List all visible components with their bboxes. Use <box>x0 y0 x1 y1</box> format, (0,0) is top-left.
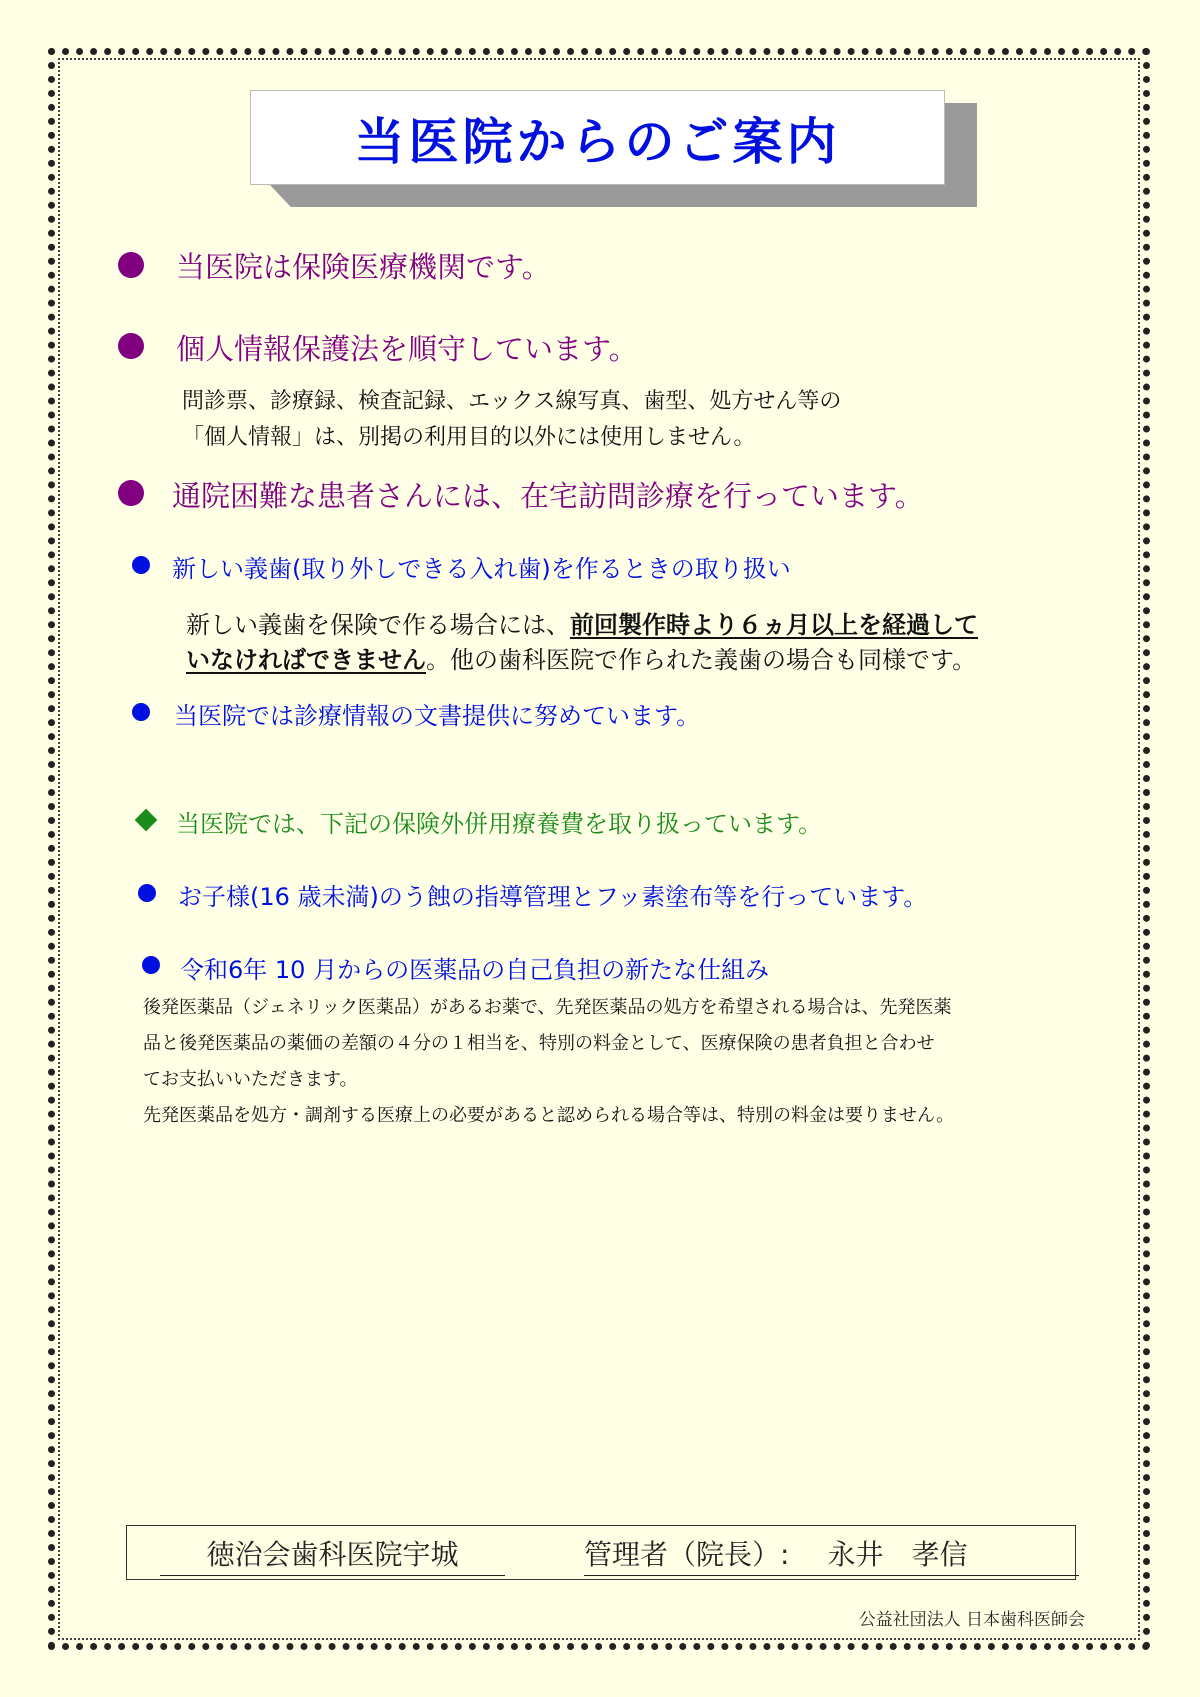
purple-bullet-icon <box>118 333 144 359</box>
clinic-name: 徳治会歯科医院宇城 <box>160 1533 505 1576</box>
title-shadow-bottom <box>270 185 962 207</box>
purple-bullet-icon <box>118 480 144 506</box>
generic-line-4: 先発医薬品を処方・調剤する医療上の必要があると認められる場合等は、特別の料金は要りません。 <box>143 1105 955 1126</box>
insurance-row <box>118 252 144 282</box>
dentures-line-1-a: 新しい義歯を保険で作る場合には、 <box>186 611 570 639</box>
non-insured-heading: 当医院では、下記の保険外併用療養費を取り扱っています。 <box>176 810 823 838</box>
manager-name: 永井 孝信 <box>827 1538 968 1571</box>
documents-row <box>132 703 150 725</box>
purple-bullet-icon <box>118 252 144 278</box>
home-visit-row <box>118 480 144 510</box>
manager-line <box>584 1533 1079 1576</box>
blue-bullet-icon <box>132 703 150 721</box>
title-box <box>250 90 945 185</box>
blue-bullet-icon <box>138 884 156 902</box>
generic-heading: 令和6年 10 月からの医薬品の自己負担の新たな仕組み <box>180 956 770 984</box>
dentures-line-2 <box>186 640 976 675</box>
privacy-heading: 個人情報保護法を順守しています。 <box>176 332 638 366</box>
dentures-heading: 新しい義歯(取り外しできる入れ歯)を作るときの取り扱い <box>172 555 791 583</box>
documents-heading: 当医院では診療情報の文書提供に努めています。 <box>174 702 701 730</box>
generic-line-2: 品と後発医薬品の薬価の差額の４分の１相当を、特別の料金として、医療保険の患者負担と合わせ <box>143 1033 935 1054</box>
page-border-inner <box>58 58 1140 1640</box>
privacy-row <box>118 333 144 363</box>
page-title: 当医院からのご案内 <box>354 112 841 171</box>
organization-name: 公益社団法人 日本歯科医師会 <box>858 1610 1085 1630</box>
non-insured-row <box>138 812 154 832</box>
blue-bullet-icon <box>132 556 150 574</box>
generic-line-1: 後発医薬品（ジェネリック医薬品）があるお薬で、先発医薬品の処方を希望される場合は、先発医薬 <box>143 997 952 1018</box>
privacy-line-2: 「個人情報」は、別掲の利用目的以外には使用しません。 <box>182 425 756 450</box>
home-visit-heading: 通院困難な患者さんには、在宅訪問診療を行っています。 <box>172 479 924 513</box>
generic-row <box>142 956 160 978</box>
blue-bullet-icon <box>142 956 160 974</box>
children-heading: お子様(16 歳未満)のう蝕の指導管理とフッ素塗布等を行っています。 <box>178 883 928 911</box>
insurance-heading: 当医院は保険医療機関です。 <box>176 250 551 284</box>
dentures-row <box>132 556 150 578</box>
generic-line-3: てお支払いいただきます。 <box>143 1069 358 1090</box>
privacy-line-1: 問診票、診療録、検査記録、エックス線写真、歯型、処方せん等の <box>182 389 842 414</box>
manager-label: 管理者（院長）: <box>584 1538 790 1571</box>
dentures-line-2-b: 。他の歯科医院で作られた義歯の場合も同様です。 <box>426 646 977 674</box>
dentures-line-2-emphasis: いなければできません <box>186 646 426 674</box>
children-row <box>138 884 156 906</box>
dentures-line-1 <box>186 605 978 640</box>
dentures-line-1-emphasis: 前回製作時より６ヵ月以上を経過して <box>570 611 978 639</box>
green-diamond-icon <box>135 809 158 832</box>
